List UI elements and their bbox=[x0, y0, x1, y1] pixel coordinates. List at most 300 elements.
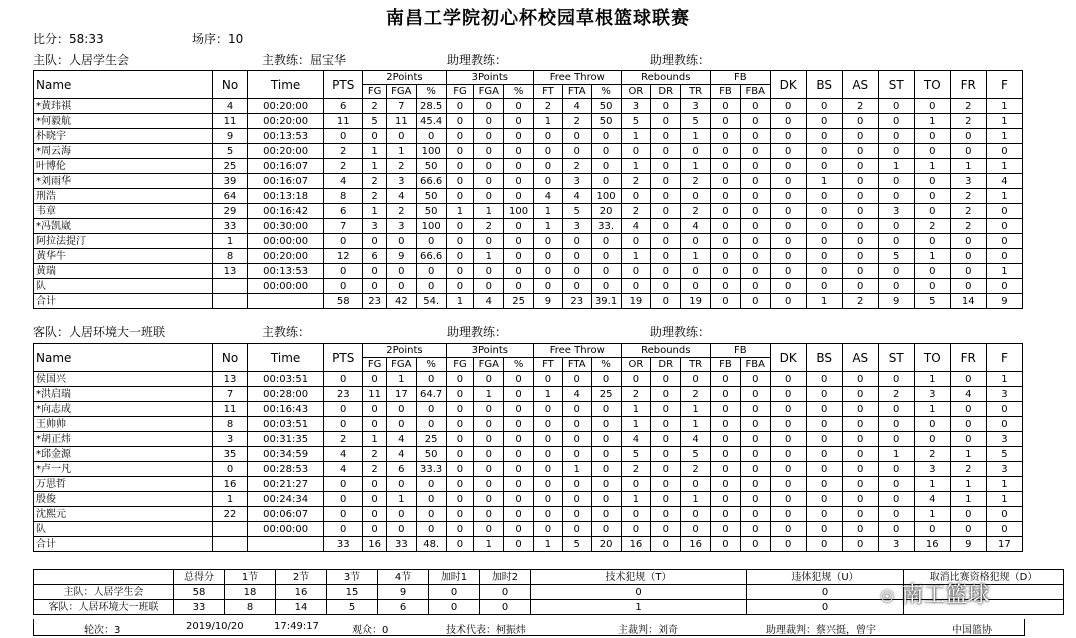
stat-cell: 0 bbox=[651, 447, 681, 462]
stat-cell: 0 bbox=[363, 372, 387, 387]
total-cell: 9 bbox=[950, 537, 986, 552]
stat-cell: 0 bbox=[621, 522, 651, 537]
total-cell: 25 bbox=[504, 294, 534, 309]
stat-cell: 0 bbox=[534, 447, 563, 462]
player-name: 王帅帅 bbox=[34, 417, 213, 432]
stat-cell: 0 bbox=[914, 174, 950, 189]
stat-cell: 0 bbox=[740, 129, 770, 144]
stat-cell: 0 bbox=[950, 234, 986, 249]
stat-cell: 1 bbox=[986, 189, 1022, 204]
stat-cell: 0 bbox=[878, 99, 914, 114]
stat-cell: 0 bbox=[740, 447, 770, 462]
stat-cell: 4 bbox=[681, 219, 711, 234]
col-header-pts: PTS bbox=[324, 344, 363, 372]
player-row bbox=[34, 492, 1023, 507]
stat-cell: 0 bbox=[363, 522, 387, 537]
stat-cell: 0 bbox=[806, 159, 842, 174]
stat-cell: 1 bbox=[950, 447, 986, 462]
col-subheader-pct: % bbox=[591, 358, 621, 372]
total-cell: 0 bbox=[711, 294, 741, 309]
stat-cell: 0 bbox=[474, 462, 504, 477]
stat-cell: 33.3 bbox=[416, 462, 446, 477]
stat-cell: 0 bbox=[711, 417, 741, 432]
stat-cell: 3 bbox=[681, 99, 711, 114]
stat-cell: 0 bbox=[474, 372, 504, 387]
stat-cell: 0 bbox=[878, 279, 914, 294]
stat-cell: 0 bbox=[842, 174, 878, 189]
stat-cell: 0 bbox=[806, 144, 842, 159]
stat-cell: 0 bbox=[806, 372, 842, 387]
summary-cell: 0 bbox=[429, 600, 480, 615]
stat-cell: 2 bbox=[386, 159, 416, 174]
total-cell: 1 bbox=[474, 537, 504, 552]
col-header-fb: FB bbox=[711, 71, 771, 85]
col-subheader-pct: % bbox=[416, 358, 446, 372]
stat-cell: 6 bbox=[324, 204, 363, 219]
stat-cell: 0 bbox=[534, 402, 563, 417]
stat-cell: 4 bbox=[386, 189, 416, 204]
stat-cell: 0 bbox=[651, 492, 681, 507]
stat-cell: 1 bbox=[621, 417, 651, 432]
stat-cell: 2 bbox=[324, 159, 363, 174]
stat-cell: 0 bbox=[562, 492, 591, 507]
stat-cell: 0 bbox=[770, 99, 806, 114]
stat-cell: 0 bbox=[878, 402, 914, 417]
stat-cell: 0 bbox=[711, 507, 741, 522]
total-cell: 33 bbox=[324, 537, 363, 552]
stat-cell: 1 bbox=[914, 249, 950, 264]
stat-cell: 0 bbox=[363, 507, 387, 522]
stat-cell: 0 bbox=[806, 99, 842, 114]
col-header-no: No bbox=[213, 344, 248, 372]
stat-cell: 0 bbox=[474, 402, 504, 417]
stat-cell: 66.6 bbox=[416, 174, 446, 189]
stat-cell: 0 bbox=[770, 462, 806, 477]
stat-cell: 0 bbox=[562, 372, 591, 387]
home-assistant-coach-1: 助理教练： bbox=[447, 53, 508, 67]
stat-cell: 0 bbox=[806, 114, 842, 129]
stat-cell: 0 bbox=[446, 522, 474, 537]
stat-cell: 0 bbox=[474, 432, 504, 447]
total-cell: 0 bbox=[806, 537, 842, 552]
total-cell: 16 bbox=[363, 537, 387, 552]
stat-cell: 1 bbox=[474, 387, 504, 402]
stat-cell: 0 bbox=[591, 417, 621, 432]
col-subheader-tr: TR bbox=[681, 85, 711, 99]
summary-header: 1节 bbox=[225, 570, 276, 585]
col-subheader-ftm: FT bbox=[534, 358, 563, 372]
stat-cell: 11 bbox=[213, 114, 248, 129]
stat-cell: 0 bbox=[711, 477, 741, 492]
stat-cell: 0 bbox=[324, 234, 363, 249]
stat-cell: 0 bbox=[363, 264, 387, 279]
stat-cell: 0 bbox=[842, 129, 878, 144]
stat-cell: 0 bbox=[504, 234, 534, 249]
stat-cell: 2 bbox=[950, 204, 986, 219]
stat-cell: 0 bbox=[324, 477, 363, 492]
stat-cell: 0 bbox=[324, 264, 363, 279]
col-header-f: F bbox=[986, 344, 1022, 372]
col-header-f: F bbox=[986, 71, 1022, 99]
player-row bbox=[34, 522, 1023, 537]
total-cell: 2 bbox=[842, 294, 878, 309]
stat-cell: 0 bbox=[651, 204, 681, 219]
stat-cell: 0 bbox=[842, 462, 878, 477]
stat-cell: 0 bbox=[504, 492, 534, 507]
stat-cell: 5 bbox=[681, 447, 711, 462]
stat-cell: 0 bbox=[914, 129, 950, 144]
total-cell: 9 bbox=[534, 294, 563, 309]
stat-cell: 0 bbox=[446, 507, 474, 522]
total-label: 合计 bbox=[34, 294, 213, 309]
summary-header: 违体犯规（U） bbox=[747, 570, 904, 585]
stat-cell: 0 bbox=[504, 462, 534, 477]
stat-cell: 0 bbox=[842, 492, 878, 507]
col-subheader-fg: FG bbox=[446, 358, 474, 372]
col-subheader-dr: DR bbox=[651, 358, 681, 372]
stat-cell: 0 bbox=[740, 99, 770, 114]
col-header-st: ST bbox=[878, 71, 914, 99]
stat-cell: 0 bbox=[363, 129, 387, 144]
col-subheader-fbm: FB bbox=[711, 358, 741, 372]
stat-cell: 0 bbox=[504, 159, 534, 174]
summary-cell: 18 bbox=[225, 585, 276, 600]
player-row bbox=[34, 234, 1023, 249]
stat-cell: 0 bbox=[950, 279, 986, 294]
stat-cell: 0 bbox=[416, 477, 446, 492]
player-row bbox=[34, 372, 1023, 387]
total-cell: 0 bbox=[842, 537, 878, 552]
col-header-st: ST bbox=[878, 344, 914, 372]
watermark-text: 南工篮球 bbox=[901, 583, 990, 608]
stat-cell: 0 bbox=[446, 234, 474, 249]
stat-cell: 50 bbox=[416, 159, 446, 174]
stat-cell: 0 bbox=[474, 159, 504, 174]
stat-cell: 0 bbox=[740, 477, 770, 492]
stat-cell: 0 bbox=[416, 522, 446, 537]
stat-cell: 0 bbox=[621, 477, 651, 492]
stat-cell: 0 bbox=[842, 144, 878, 159]
stat-cell: 0 bbox=[842, 477, 878, 492]
total-cell: 0 bbox=[740, 537, 770, 552]
stat-cell: 5 bbox=[213, 144, 248, 159]
col-header-2points: 2Points bbox=[363, 344, 446, 358]
stat-cell: 0 bbox=[806, 279, 842, 294]
stat-cell: 0 bbox=[562, 522, 591, 537]
stat-cell: 0 bbox=[711, 249, 741, 264]
stat-cell: 0 bbox=[474, 477, 504, 492]
col-header-name: Name bbox=[34, 344, 213, 372]
stat-cell: 0 bbox=[504, 189, 534, 204]
stat-cell: 0 bbox=[363, 234, 387, 249]
stat-cell: 0 bbox=[651, 189, 681, 204]
player-name: 阿拉法提汀 bbox=[34, 234, 213, 249]
stat-cell: 0 bbox=[806, 219, 842, 234]
stat-cell: 0 bbox=[681, 372, 711, 387]
stat-cell: 0 bbox=[878, 507, 914, 522]
stat-cell: 0 bbox=[446, 99, 474, 114]
summary-cell: 5 bbox=[327, 600, 378, 615]
stat-cell: 0 bbox=[711, 219, 741, 234]
stat-cell: 2 bbox=[681, 204, 711, 219]
stat-cell: 1 bbox=[213, 492, 248, 507]
stat-cell: 0 bbox=[986, 219, 1022, 234]
stat-cell: 0 bbox=[842, 219, 878, 234]
stat-cell: 50 bbox=[416, 447, 446, 462]
stat-cell: 1 bbox=[562, 462, 591, 477]
stat-cell: 28.5 bbox=[416, 99, 446, 114]
stat-cell: 0 bbox=[878, 372, 914, 387]
stat-cell: 2 bbox=[621, 174, 651, 189]
stat-cell: 1 bbox=[986, 159, 1022, 174]
player-name: 万思哲 bbox=[34, 477, 213, 492]
stat-cell: 0 bbox=[621, 279, 651, 294]
stat-cell: 1 bbox=[621, 249, 651, 264]
player-row bbox=[34, 387, 1023, 402]
total-cell: 16 bbox=[621, 537, 651, 552]
stat-cell: 9 bbox=[386, 249, 416, 264]
tech-rep-label: 技术代表：柯振炜 bbox=[446, 625, 526, 636]
player-row bbox=[34, 204, 1023, 219]
stat-cell: 2 bbox=[363, 189, 387, 204]
summary-cell: 0 bbox=[480, 600, 531, 615]
total-cell: 17 bbox=[986, 537, 1022, 552]
col-subheader-or: OR bbox=[621, 85, 651, 99]
stat-cell: 0 bbox=[711, 129, 741, 144]
summary-team: 主队：人居学生会 bbox=[34, 585, 174, 600]
player-row bbox=[34, 114, 1023, 129]
player-name: 黄瑞 bbox=[34, 264, 213, 279]
stat-cell: 13 bbox=[213, 264, 248, 279]
stat-cell: 0 bbox=[770, 522, 806, 537]
stat-cell: 2 bbox=[950, 189, 986, 204]
stat-cell: 2 bbox=[562, 159, 591, 174]
stat-cell: 0 bbox=[914, 279, 950, 294]
total-cell: 16 bbox=[914, 537, 950, 552]
date-label: 2019/10/20 bbox=[186, 621, 244, 632]
stat-cell: 0 bbox=[770, 447, 806, 462]
player-row bbox=[34, 249, 1023, 264]
stat-cell: 2 bbox=[878, 387, 914, 402]
col-subheader-fga: FGA bbox=[474, 85, 504, 99]
col-subheader-fga: FGA bbox=[474, 358, 504, 372]
stat-cell: 00:28:53 bbox=[248, 462, 324, 477]
summary-cell: 8 bbox=[225, 600, 276, 615]
stat-cell: 0 bbox=[324, 279, 363, 294]
stat-cell: 0 bbox=[770, 432, 806, 447]
total-cell bbox=[213, 537, 248, 552]
stat-cell: 0 bbox=[842, 372, 878, 387]
stat-cell: 0 bbox=[651, 402, 681, 417]
stat-cell: 0 bbox=[562, 417, 591, 432]
stat-cell: 0 bbox=[651, 114, 681, 129]
stat-cell: 0 bbox=[446, 174, 474, 189]
stat-cell: 0 bbox=[986, 507, 1022, 522]
total-cell: 19 bbox=[621, 294, 651, 309]
stat-cell: 0 bbox=[504, 387, 534, 402]
stat-cell: 1 bbox=[986, 264, 1022, 279]
total-cell: 0 bbox=[446, 537, 474, 552]
stat-cell: 2 bbox=[681, 462, 711, 477]
stat-cell: 0 bbox=[386, 522, 416, 537]
stat-cell: 0 bbox=[474, 279, 504, 294]
stat-cell: 4 bbox=[324, 447, 363, 462]
away-stats-table bbox=[33, 343, 1023, 552]
stat-cell: 0 bbox=[474, 507, 504, 522]
stat-cell bbox=[213, 279, 248, 294]
stat-cell: 2 bbox=[324, 432, 363, 447]
total-cell: 19 bbox=[681, 294, 711, 309]
stat-cell: 6 bbox=[324, 99, 363, 114]
stat-cell: 0 bbox=[534, 417, 563, 432]
total-row bbox=[34, 537, 1023, 552]
player-name: 叶博伦 bbox=[34, 159, 213, 174]
summary-header: 3节 bbox=[327, 570, 378, 585]
stat-cell: 64 bbox=[213, 189, 248, 204]
stat-cell: 3 bbox=[986, 462, 1022, 477]
home-coach-label: 主教练：屈宝华 bbox=[262, 53, 347, 67]
col-header-3points: 3Points bbox=[446, 344, 533, 358]
stat-cell: 0 bbox=[562, 432, 591, 447]
time-label: 17:49:17 bbox=[274, 621, 319, 632]
stat-cell: 0 bbox=[740, 402, 770, 417]
stat-cell: 3 bbox=[878, 204, 914, 219]
summary-header: 技术犯规（T） bbox=[531, 570, 747, 585]
stat-cell: 5 bbox=[878, 249, 914, 264]
player-name: *冯凯崴 bbox=[34, 219, 213, 234]
stat-cell: 0 bbox=[950, 507, 986, 522]
total-cell: 9 bbox=[878, 294, 914, 309]
total-cell: 33 bbox=[386, 537, 416, 552]
stat-cell: 1 bbox=[681, 492, 711, 507]
summary-header: 2节 bbox=[276, 570, 327, 585]
stat-cell: 0 bbox=[474, 522, 504, 537]
stat-cell: 0 bbox=[770, 144, 806, 159]
stat-cell: 00:20:00 bbox=[248, 114, 324, 129]
stat-cell: 4 bbox=[386, 447, 416, 462]
stat-cell: 4 bbox=[986, 174, 1022, 189]
stat-cell: 0 bbox=[651, 234, 681, 249]
stat-cell: 1 bbox=[363, 432, 387, 447]
player-name: 朴晓宇 bbox=[34, 129, 213, 144]
stat-cell: 0 bbox=[562, 477, 591, 492]
stat-cell: 1 bbox=[914, 477, 950, 492]
stat-cell: 5 bbox=[621, 114, 651, 129]
stat-cell: 0 bbox=[878, 189, 914, 204]
col-subheader-fg: FG bbox=[363, 358, 387, 372]
stat-cell: 0 bbox=[591, 249, 621, 264]
stat-cell: 2 bbox=[363, 462, 387, 477]
summary-header: 加时2 bbox=[480, 570, 531, 585]
stat-cell: 0 bbox=[986, 249, 1022, 264]
col-header-rebounds: Rebounds bbox=[621, 71, 711, 85]
stat-cell: 0 bbox=[878, 492, 914, 507]
stat-cell: 2 bbox=[950, 219, 986, 234]
stat-cell: 0 bbox=[914, 99, 950, 114]
stat-cell: 1 bbox=[986, 99, 1022, 114]
player-name: 队 bbox=[34, 279, 213, 294]
stat-cell: 0 bbox=[562, 447, 591, 462]
player-name: *胡正炜 bbox=[34, 432, 213, 447]
stat-cell: 00:20:00 bbox=[248, 99, 324, 114]
stat-cell: 0 bbox=[446, 144, 474, 159]
stat-cell: 66.6 bbox=[416, 249, 446, 264]
stat-cell: 0 bbox=[770, 234, 806, 249]
stat-cell: 7 bbox=[324, 219, 363, 234]
stat-cell: 0 bbox=[740, 279, 770, 294]
stat-cell: 4 bbox=[562, 99, 591, 114]
stat-cell: 1 bbox=[806, 174, 842, 189]
stat-cell: 00:00:00 bbox=[248, 522, 324, 537]
stat-cell: 0 bbox=[806, 522, 842, 537]
stat-cell: 0 bbox=[504, 522, 534, 537]
stat-cell: 0 bbox=[474, 114, 504, 129]
stat-cell: 2 bbox=[363, 447, 387, 462]
stat-cell: 0 bbox=[504, 432, 534, 447]
total-cell: 48. bbox=[416, 537, 446, 552]
stat-cell: 0 bbox=[740, 204, 770, 219]
stat-cell: 1 bbox=[950, 492, 986, 507]
stat-cell: 0 bbox=[562, 402, 591, 417]
stat-cell: 0 bbox=[711, 462, 741, 477]
stat-cell: 0 bbox=[651, 372, 681, 387]
stat-cell: 0 bbox=[621, 144, 651, 159]
stat-cell: 0 bbox=[681, 522, 711, 537]
stat-cell: 0 bbox=[740, 159, 770, 174]
stat-cell: 0 bbox=[806, 462, 842, 477]
stat-cell: 0 bbox=[651, 462, 681, 477]
stat-cell: 0 bbox=[842, 279, 878, 294]
col-header-bs: BS bbox=[806, 344, 842, 372]
player-name: 沈熙元 bbox=[34, 507, 213, 522]
stat-cell: 0 bbox=[534, 249, 563, 264]
total-cell: 20 bbox=[591, 537, 621, 552]
stat-cell: 50 bbox=[591, 99, 621, 114]
stat-cell: 3 bbox=[914, 387, 950, 402]
stat-cell: 0 bbox=[681, 234, 711, 249]
stat-cell: 4 bbox=[562, 189, 591, 204]
stat-cell: 6 bbox=[386, 462, 416, 477]
stat-cell: 00:16:42 bbox=[248, 204, 324, 219]
stat-cell: 0 bbox=[474, 129, 504, 144]
stat-cell: 0 bbox=[504, 144, 534, 159]
stat-cell: 0 bbox=[711, 402, 741, 417]
stat-cell: 0 bbox=[386, 477, 416, 492]
col-subheader-pct: % bbox=[504, 85, 534, 99]
col-subheader-pct: % bbox=[591, 85, 621, 99]
stat-cell: 0 bbox=[770, 174, 806, 189]
summary-header: 取消比赛资格犯规（D） bbox=[904, 570, 1064, 585]
stat-cell: 00:34:59 bbox=[248, 447, 324, 462]
stat-cell: 0 bbox=[806, 477, 842, 492]
stat-cell: 0 bbox=[806, 402, 842, 417]
stat-cell: 0 bbox=[681, 477, 711, 492]
stat-cell: 1 bbox=[914, 402, 950, 417]
stat-cell: 0 bbox=[770, 204, 806, 219]
stat-cell: 0 bbox=[950, 264, 986, 279]
stat-cell: 0 bbox=[711, 492, 741, 507]
stat-cell: 0 bbox=[474, 189, 504, 204]
stat-cell: 0 bbox=[878, 234, 914, 249]
referee-label: 主裁判：刘奇 bbox=[618, 625, 678, 636]
summary-cell: 6 bbox=[378, 600, 429, 615]
stat-cell: 0 bbox=[534, 372, 563, 387]
stat-cell: 2 bbox=[534, 99, 563, 114]
stat-cell: 0 bbox=[562, 144, 591, 159]
stat-cell: 0 bbox=[621, 264, 651, 279]
stat-cell: 0 bbox=[711, 99, 741, 114]
stat-cell: 0 bbox=[324, 372, 363, 387]
